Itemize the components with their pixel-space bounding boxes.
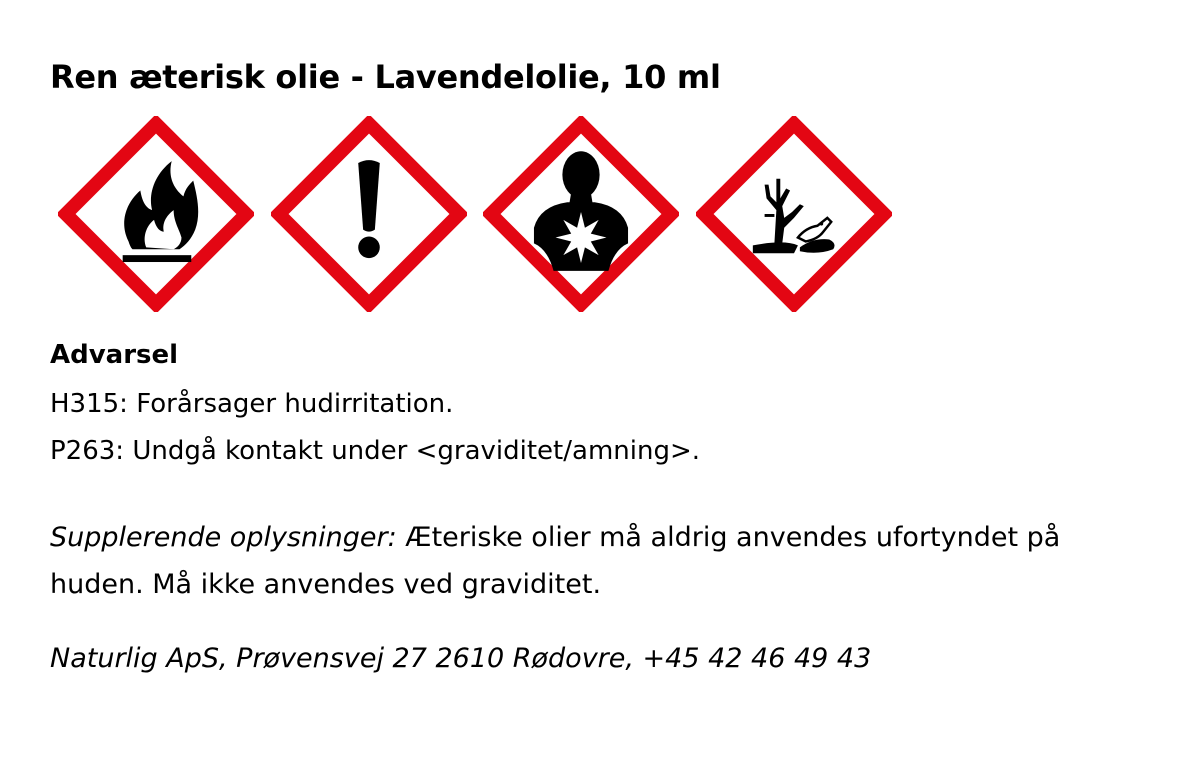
supplier-info: Naturlig ApS, Prøvensvej 27 2610 Rødovre, +45 42 46 49 43 (50, 643, 872, 674)
supplementary-information (50, 514, 1140, 608)
health-hazard-pictogram (483, 116, 679, 312)
exclamation-pictogram (271, 116, 467, 312)
product-title: Ren æterisk olie - Lavendelolie, 10 ml (50, 58, 721, 96)
health-hazard-icon (483, 116, 679, 312)
environment-pictogram (696, 116, 892, 312)
exclamation-mark-icon (271, 116, 467, 312)
precautionary-statement: P263: Undgå kontakt under <graviditet/amning>. (50, 436, 700, 466)
environment-icon (696, 116, 892, 312)
supplementary-label: Supplerende oplysninger: (50, 522, 397, 553)
flame-icon (58, 116, 254, 312)
signal-word: Advarsel (50, 340, 179, 370)
hazard-statement: H315: Forårsager hudirritation. (50, 389, 454, 419)
ghs-pictograms (58, 116, 898, 312)
supplementary-text: Æteriske olier må aldrig anvendes ufortyndet på huden. Må ikke anvendes ved graviditet. (50, 522, 1061, 600)
flame-pictogram (58, 116, 254, 312)
